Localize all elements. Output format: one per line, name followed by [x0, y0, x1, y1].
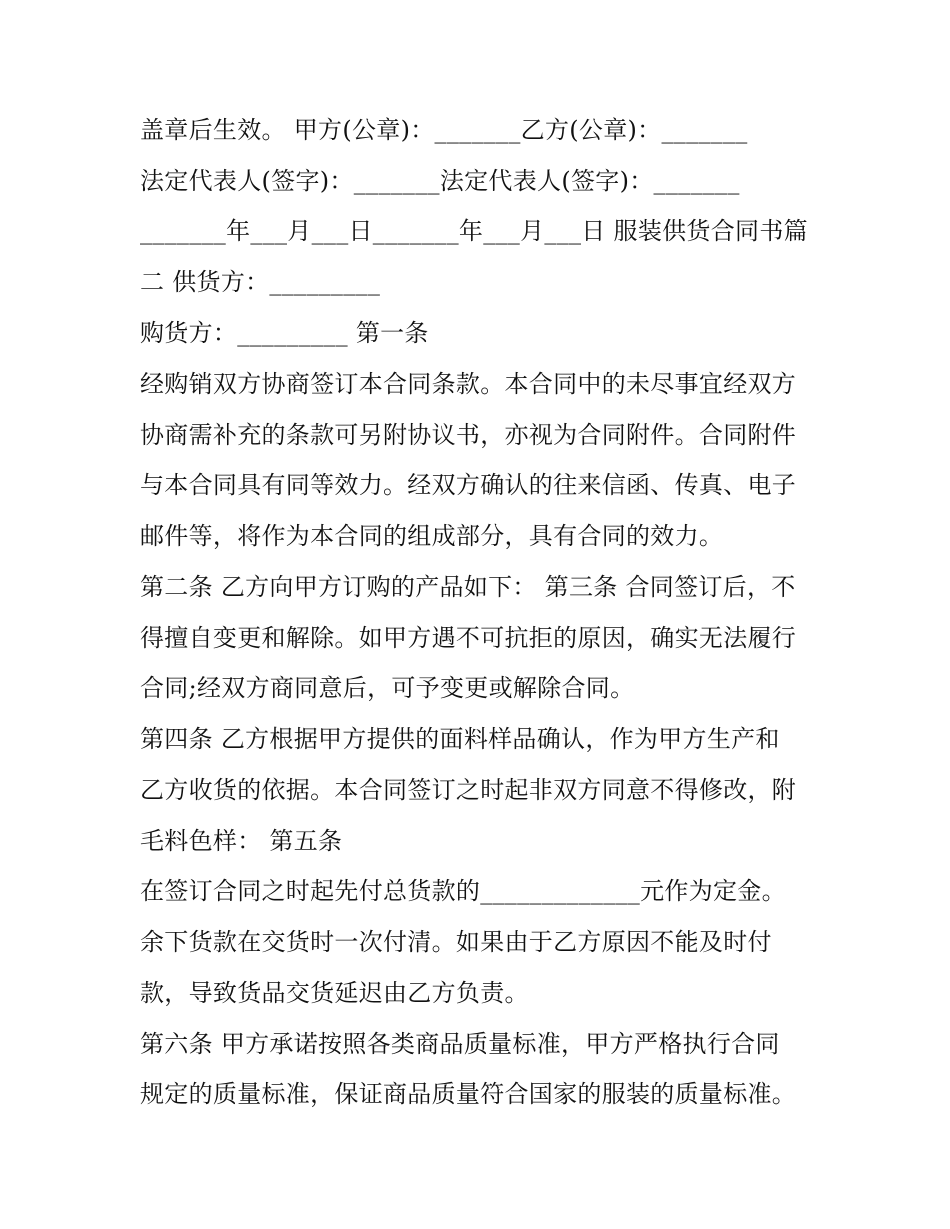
text-line: 法定代表人(签字)：_______法定代表人(签字)：_______: [140, 167, 740, 195]
text-line: 余下货款在交货时一次付清。如果由于乙方原因不能及时付: [140, 928, 772, 956]
text-line: 第四条 乙方根据甲方提供的面料样品确认，作为甲方生产和: [140, 725, 780, 753]
text-line: 盖章后生效。 甲方(公章)：_______乙方(公章)：_______: [140, 116, 748, 144]
text-line: 得擅自变更和解除。如甲方遇不可抗拒的原因，确实无法履行: [140, 624, 797, 652]
text-line: 第六条 甲方承诺按照各类商品质量标准，甲方严格执行合同: [140, 1030, 780, 1058]
text-line: 二 供货方：_________: [140, 268, 381, 296]
text-line: 购货方：_________ 第一条: [140, 319, 429, 347]
text-line: 规定的质量标准，保证商品质量符合国家的服装的质量标准。: [140, 1080, 797, 1108]
text-line: _______年___月___日_______年___月___日 服装供货合同书篇: [140, 217, 808, 245]
text-line: 第二条 乙方向甲方订购的产品如下： 第三条 合同签订后，不: [140, 573, 796, 601]
text-line: 经购销双方协商签订本合同条款。本合同中的未尽事宜经双方: [140, 370, 797, 398]
text-line: 协商需补充的条款可另附协议书，亦视为合同附件。合同附件: [140, 421, 797, 449]
text-line: 毛料色样： 第五条: [140, 827, 343, 855]
text-line: 邮件等，将作为本合同的组成部分，具有合同的效力。: [140, 522, 724, 550]
text-line: 款，导致货品交货延迟由乙方负责。: [140, 979, 529, 1007]
text-line: 乙方收货的依据。本合同签订之时起非双方同意不得修改，附: [140, 776, 797, 804]
text-line: 在签订合同之时起先付总货款的_____________元作为定金。: [140, 877, 786, 905]
text-line: 与本合同具有同等效力。经双方确认的往来信函、传真、电子: [140, 471, 797, 499]
text-line: 合同;经双方商同意后，可予变更或解除合同。: [140, 674, 635, 702]
